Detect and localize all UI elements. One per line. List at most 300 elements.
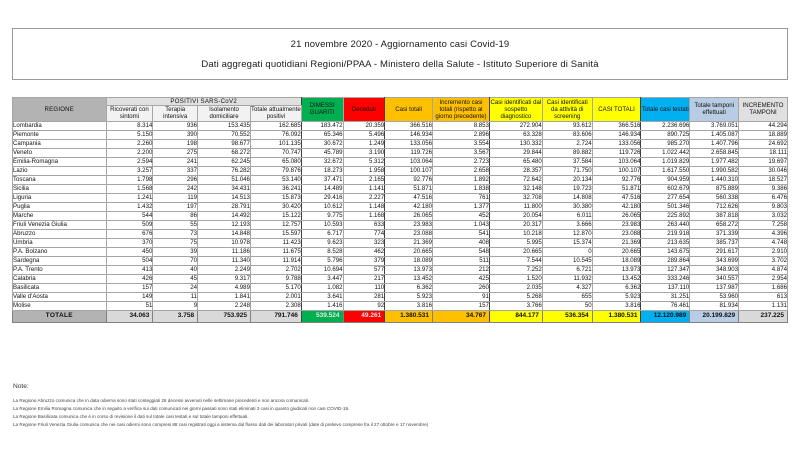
cell-testati: 127.347 <box>641 265 690 274</box>
cell-isolamento: 76.282 <box>198 166 251 175</box>
cell-tot-attualmente: 11.914 <box>250 256 301 265</box>
cell-tamponi: 560.338 <box>690 193 739 202</box>
cell-casi-totali: 26.065 <box>385 211 433 220</box>
region-name-cell: Lombardia <box>13 121 107 130</box>
cell-dimessi: 6.717 <box>301 229 343 238</box>
cell-screening: 11.932 <box>542 274 592 283</box>
table-row <box>13 193 788 202</box>
region-name-cell: Molise <box>13 301 107 310</box>
cell-tamponi: 385.737 <box>690 238 739 247</box>
cell-ricoverati: 450 <box>106 247 153 256</box>
region-name-cell: Calabria <box>13 274 107 283</box>
table-row <box>13 256 788 265</box>
cell-isolamento: 12.193 <box>198 220 251 229</box>
cell-casi-totali-2: 51.871 <box>592 184 641 193</box>
cell-isolamento: 2.248 <box>198 301 251 310</box>
cell-isolamento: 70.552 <box>198 130 251 139</box>
cell-tamponi: 137.987 <box>690 283 739 292</box>
cell-testati: 1.617.550 <box>641 166 690 175</box>
cell-dimessi: 5.796 <box>301 256 343 265</box>
cell-deceduti: 1.148 <box>343 202 385 211</box>
cell-screening: 71.750 <box>542 166 592 175</box>
cell-dimessi: 1.416 <box>301 301 343 310</box>
cell-tamponi: 1.990.582 <box>690 166 739 175</box>
cell-incremento: 1.377 <box>432 202 489 211</box>
cell-tot-attualmente: 30.420 <box>250 202 301 211</box>
cell-isolamento: 14.492 <box>198 211 251 220</box>
cell-casi-totali: 13.973 <box>385 265 433 274</box>
cell-dimessi: 45.789 <box>301 148 343 157</box>
cell-ricoverati: 426 <box>106 274 153 283</box>
cell-incr-tamponi: 3.702 <box>739 256 788 265</box>
cell-casi-totali-2: 23.983 <box>592 220 641 229</box>
cell-casi-totali: 47.516 <box>385 193 433 202</box>
cell-screening: 19.723 <box>542 184 592 193</box>
cell-casi-totali: 5.923 <box>385 292 433 301</box>
cell-testati: 219.918 <box>641 229 690 238</box>
cell-incr-tamponi: 18.527 <box>739 175 788 184</box>
header-deceduti: Deceduti <box>343 98 385 122</box>
cell-dimessi: 18.273 <box>301 166 343 175</box>
cell-deceduti: 5.496 <box>343 130 385 139</box>
cell-screening: 15.374 <box>542 238 592 247</box>
cell-screening: 0 <box>542 247 592 256</box>
header-positivi-group: POSITIVI SARS-CoV2 <box>106 98 301 106</box>
table-row <box>13 184 788 193</box>
cell-casi-totali: 133.056 <box>385 139 433 148</box>
cell-screening: 30.380 <box>542 202 592 211</box>
notes-section <box>13 383 788 429</box>
header-incremento-casi: Incremento casi totali (rispetto al giorno precedente) <box>432 98 489 122</box>
cell-screening: 655 <box>542 292 592 301</box>
cell-diagnostico: 5.995 <box>489 238 542 247</box>
table-row <box>13 274 788 283</box>
cell-terapia: 242 <box>153 184 198 193</box>
cell-deceduti: 217 <box>343 274 385 283</box>
header-isolamento-domiciliare: Isolamento domiciliare <box>198 106 251 121</box>
cell-deceduti: 2.165 <box>343 175 385 184</box>
cell-isolamento: 4.989 <box>198 283 251 292</box>
cell-casi-totali-2: 133.056 <box>592 139 641 148</box>
cell-terapia: 55 <box>153 220 198 229</box>
cell-casi-totali-2: 146.934 <box>592 130 641 139</box>
cell-terapia: 296 <box>153 175 198 184</box>
cell-tamponi: 1.440.310 <box>690 175 739 184</box>
header-totale-tamponi: Totale tamponi effettuati <box>690 98 739 122</box>
cell-isolamento: 11.186 <box>198 247 251 256</box>
cell-tamponi: 658.272 <box>690 220 739 229</box>
cell-casi-totali: 6.362 <box>385 283 433 292</box>
cell-ricoverati: 157 <box>106 283 153 292</box>
cell-diagnostico: 272.904 <box>489 121 542 130</box>
cell-tot-attualmente: 15.873 <box>250 193 301 202</box>
cell-casi-totali-2: 5.923 <box>592 292 641 301</box>
cell-incr-tamponi: 18.889 <box>739 130 788 139</box>
covid-table-container <box>12 97 788 323</box>
cell-casi-totali: 103.064 <box>385 157 433 166</box>
note-line: La Regione Friuli Venezia Giulia comunica che nei casi odierni sono compresi 88 casi registrati oggi a sistema dal flusso dati dei laboratori privati (date di prelievo comprese fra il 27 ottobre e 17 novembre) <box>13 421 429 427</box>
cell-tot-attualmente: 2.308 <box>250 301 301 310</box>
region-name-cell: Friuli Venezia Giulia <box>13 220 107 229</box>
cell-tot-attualmente: 15.597 <box>250 229 301 238</box>
report-title-date: 21 novembre 2020 - Aggiornamento casi Covid-19 <box>290 38 510 50</box>
cell-casi-totali: 51.871 <box>385 184 433 193</box>
cell-screening: 93.612 <box>542 121 592 130</box>
cell-incremento: 1.838 <box>432 184 489 193</box>
cell-tot-attualmente: 53.140 <box>250 175 301 184</box>
cell-incremento: 1.043 <box>432 220 489 229</box>
cell-dimessi: 29.416 <box>301 193 343 202</box>
cell-deceduti: 577 <box>343 265 385 274</box>
cell-incr-tamponi: 4.748 <box>739 238 788 247</box>
cell-casi-totali-2: 92.776 <box>592 175 641 184</box>
cell-diagnostico: 32.708 <box>489 193 542 202</box>
region-name-cell: P.A. Bolzano <box>13 247 107 256</box>
cell-ricoverati: 370 <box>106 238 153 247</box>
cell-ricoverati: 1.241 <box>106 193 153 202</box>
cell-terapia: 119 <box>153 193 198 202</box>
region-name-cell: Liguria <box>13 193 107 202</box>
table-row <box>13 283 788 292</box>
header-dimessi-guariti: DIMESSI GUARITI <box>301 98 343 122</box>
cell-casi-totali: 42.180 <box>385 202 433 211</box>
table-row <box>13 220 788 229</box>
cell-terapia: 197 <box>153 202 198 211</box>
cell-screening: 89.882 <box>542 148 592 157</box>
cell-casi-totali-2: 23.088 <box>592 229 641 238</box>
cell-tamponi: 1.977.482 <box>690 157 739 166</box>
cell-testati: 31.251 <box>641 292 690 301</box>
cell-tot-attualmente: 101.135 <box>250 139 301 148</box>
cell-screening: 2.724 <box>542 139 592 148</box>
cell-tamponi: 53.960 <box>690 292 739 301</box>
cell-testati: 263.440 <box>641 220 690 229</box>
region-name-cell: P.A. Trento <box>13 265 107 274</box>
cell-ricoverati: 504 <box>106 256 153 265</box>
cell-screening: 4.327 <box>542 283 592 292</box>
total-cell-terapia: 3.758 <box>153 310 198 322</box>
cell-terapia: 11 <box>153 292 198 301</box>
cell-diagnostico: 29.844 <box>489 148 542 157</box>
cell-terapia: 75 <box>153 238 198 247</box>
region-name-cell: Valle d'Aosta <box>13 292 107 301</box>
cell-deceduti: 20.359 <box>343 121 385 130</box>
total-row <box>13 310 788 322</box>
cell-screening: 37.584 <box>542 157 592 166</box>
cell-tot-attualmente: 76.092 <box>250 130 301 139</box>
cell-deceduti: 1.141 <box>343 184 385 193</box>
header-regione: REGIONE <box>13 98 107 122</box>
cell-testati: 213.635 <box>641 238 690 247</box>
total-cell-ricoverati: 34.063 <box>106 310 153 322</box>
cell-casi-totali-2: 26.065 <box>592 211 641 220</box>
cell-incremento: 2.658 <box>432 166 489 175</box>
cell-terapia: 936 <box>153 121 198 130</box>
cell-diagnostico: 1.520 <box>489 274 542 283</box>
region-name-cell: Piemonte <box>13 130 107 139</box>
cell-tot-attualmente: 2.001 <box>250 292 301 301</box>
total-cell-screening: 536.354 <box>542 310 592 322</box>
cell-tamponi: 371.339 <box>690 229 739 238</box>
cell-tot-attualmente: 65.080 <box>250 157 301 166</box>
cell-deceduti: 633 <box>343 220 385 229</box>
cell-tamponi: 875.889 <box>690 184 739 193</box>
cell-deceduti: 323 <box>343 238 385 247</box>
cell-casi-totali-2: 20.665 <box>592 247 641 256</box>
cell-diagnostico: 65.480 <box>489 157 542 166</box>
cell-dimessi: 32.672 <box>301 157 343 166</box>
covid-data-table <box>12 97 788 323</box>
cell-incremento: 91 <box>432 292 489 301</box>
cell-dimessi: 37.471 <box>301 175 343 184</box>
table-row <box>13 211 788 220</box>
cell-deceduti: 1.958 <box>343 166 385 175</box>
cell-incr-tamponi: 1.131 <box>739 301 788 310</box>
cell-terapia: 198 <box>153 139 198 148</box>
cell-terapia: 86 <box>153 211 198 220</box>
cell-isolamento: 2.249 <box>198 265 251 274</box>
cell-screening: 10.545 <box>542 256 592 265</box>
cell-deceduti: 1.249 <box>343 139 385 148</box>
cell-casi-totali: 13.452 <box>385 274 433 283</box>
cell-ricoverati: 1.798 <box>106 175 153 184</box>
cell-tot-attualmente: 11.675 <box>250 247 301 256</box>
cell-terapia: 337 <box>153 166 198 175</box>
cell-casi-totali-2: 366.516 <box>592 121 641 130</box>
cell-incremento: 541 <box>432 229 489 238</box>
cell-testati: 225.892 <box>641 211 690 220</box>
cell-incr-tamponi: 30.046 <box>739 166 788 175</box>
table-body <box>13 121 788 310</box>
cell-testati: 137.110 <box>641 283 690 292</box>
cell-deceduti: 92 <box>343 301 385 310</box>
total-cell-deceduti: 49.261 <box>343 310 385 322</box>
table-row <box>13 229 788 238</box>
cell-incr-tamponi: 7.258 <box>739 220 788 229</box>
total-cell-diagnostico: 844.177 <box>489 310 542 322</box>
cell-diagnostico: 7.544 <box>489 256 542 265</box>
table-row <box>13 148 788 157</box>
cell-casi-totali-2: 18.089 <box>592 256 641 265</box>
header-terapia-intensiva: Terapia intensiva <box>153 106 198 121</box>
cell-tamponi: 1.407.796 <box>690 139 739 148</box>
header-totale-attualmente-positivi: Totale attualmente positivi <box>250 106 301 121</box>
cell-deceduti: 774 <box>343 229 385 238</box>
cell-diagnostico: 20.665 <box>489 247 542 256</box>
header-casi-totali-2: CASI TOTALI <box>592 98 641 122</box>
cell-terapia: 73 <box>153 229 198 238</box>
region-name-cell: Toscana <box>13 175 107 184</box>
cell-deceduti: 3.190 <box>343 148 385 157</box>
header-ricoverati-sintomi: Ricoverati con sintomi <box>106 106 153 121</box>
table-row <box>13 130 788 139</box>
table-row <box>13 247 788 256</box>
cell-screening: 12.870 <box>542 229 592 238</box>
cell-incremento: 212 <box>432 265 489 274</box>
cell-terapia: 45 <box>153 274 198 283</box>
cell-ricoverati: 51 <box>106 301 153 310</box>
cell-casi-totali: 23.983 <box>385 220 433 229</box>
cell-isolamento: 28.791 <box>198 202 251 211</box>
cell-ricoverati: 2.260 <box>106 139 153 148</box>
cell-incr-tamponi: 9.386 <box>739 184 788 193</box>
cell-casi-totali: 20.665 <box>385 247 433 256</box>
table-footer <box>13 310 788 322</box>
cell-testati: 904.959 <box>641 175 690 184</box>
region-name-cell: Campania <box>13 139 107 148</box>
cell-terapia: 9 <box>153 301 198 310</box>
cell-ricoverati: 149 <box>106 292 153 301</box>
notes-lines <box>13 397 788 429</box>
total-cell-tamponi: 20.199.829 <box>690 310 739 322</box>
cell-dimessi: 65.346 <box>301 130 343 139</box>
total-label-cell: TOTALE <box>13 310 107 322</box>
region-name-cell: Emilia-Romagna <box>13 157 107 166</box>
cell-casi-totali: 18.089 <box>385 256 433 265</box>
cell-diagnostico: 32.148 <box>489 184 542 193</box>
cell-dimessi: 30.672 <box>301 139 343 148</box>
cell-tot-attualmente: 11.423 <box>250 238 301 247</box>
cell-screening: 3.666 <box>542 220 592 229</box>
cell-casi-totali: 3.816 <box>385 301 433 310</box>
cell-terapia: 390 <box>153 130 198 139</box>
cell-casi-totali-2: 47.516 <box>592 193 641 202</box>
cell-casi-totali: 146.934 <box>385 130 433 139</box>
cell-incr-tamponi: 1.686 <box>739 283 788 292</box>
cell-incr-tamponi: 4.874 <box>739 265 788 274</box>
cell-dimessi: 10.593 <box>301 220 343 229</box>
table-row <box>13 139 788 148</box>
cell-casi-totali-2: 100.107 <box>592 166 641 175</box>
cell-tamponi: 3.769.051 <box>690 121 739 130</box>
cell-incr-tamponi: 44.294 <box>739 121 788 130</box>
cell-diagnostico: 10.218 <box>489 229 542 238</box>
cell-diagnostico: 72.642 <box>489 175 542 184</box>
total-cell-incr-tamponi: 237.225 <box>739 310 788 322</box>
cell-incremento: 408 <box>432 238 489 247</box>
cell-screening: 14.808 <box>542 193 592 202</box>
cell-diagnostico: 7.252 <box>489 265 542 274</box>
header-casi-totali: Casi totali <box>385 98 433 122</box>
cell-casi-totali-2: 42.180 <box>592 202 641 211</box>
cell-tot-attualmente: 5.170 <box>250 283 301 292</box>
table-row <box>13 121 788 130</box>
cell-ricoverati: 5.150 <box>106 130 153 139</box>
cell-incremento: 3.554 <box>432 139 489 148</box>
cell-isolamento: 62.245 <box>198 157 251 166</box>
cell-isolamento: 10.978 <box>198 238 251 247</box>
cell-diagnostico: 3.766 <box>489 301 542 310</box>
cell-diagnostico: 11.800 <box>489 202 542 211</box>
cell-casi-totali: 92.776 <box>385 175 433 184</box>
cell-casi-totali-2: 13.973 <box>592 265 641 274</box>
cell-incr-tamponi: 2.954 <box>739 274 788 283</box>
cell-casi-totali: 366.516 <box>385 121 433 130</box>
cell-incremento: 452 <box>432 211 489 220</box>
cell-ricoverati: 3.257 <box>106 166 153 175</box>
region-name-cell: Puglia <box>13 202 107 211</box>
cell-tamponi: 348.903 <box>690 265 739 274</box>
cell-ricoverati: 676 <box>106 229 153 238</box>
cell-testati: 501.346 <box>641 202 690 211</box>
region-name-cell: Marche <box>13 211 107 220</box>
cell-tot-attualmente: 162.685 <box>250 121 301 130</box>
table-row <box>13 238 788 247</box>
header-casi-sospetto-diagnostico: Casi identificati dal sospetto diagnostico <box>490 98 542 120</box>
cell-incr-tamponi: 6.476 <box>739 193 788 202</box>
cell-deceduti: 5.312 <box>343 157 385 166</box>
cell-testati: 333.246 <box>641 274 690 283</box>
cell-casi-totali: 23.088 <box>385 229 433 238</box>
table-row <box>13 175 788 184</box>
region-name-cell: Sicilia <box>13 184 107 193</box>
cell-incremento: 548 <box>432 247 489 256</box>
cell-testati: 76.461 <box>641 301 690 310</box>
cell-isolamento: 68.272 <box>198 148 251 157</box>
cell-isolamento: 51.046 <box>198 175 251 184</box>
cell-incremento: 761 <box>432 193 489 202</box>
cell-tamponi: 1.405.087 <box>690 130 739 139</box>
cell-dimessi: 8.528 <box>301 247 343 256</box>
report-title-subtitle: Dati aggregati quotidiani Regioni/PPAA - Ministero della Salute - Istituto Superiore di Sanità <box>201 58 599 70</box>
cell-deceduti: 281 <box>343 292 385 301</box>
cell-incremento: 260 <box>432 283 489 292</box>
region-name-cell: Sardegna <box>13 256 107 265</box>
table-row <box>13 301 788 310</box>
cell-casi-totali-2: 6.362 <box>592 283 641 292</box>
header-incremento-tamponi: INCREMENTO TAMPONI <box>739 98 788 122</box>
cell-testati: 277.654 <box>641 193 690 202</box>
cell-incremento: 8.853 <box>432 121 489 130</box>
total-cell-tot-attualmente: 791.746 <box>250 310 301 322</box>
cell-testati: 890.725 <box>641 130 690 139</box>
cell-incr-tamponi: 18.111 <box>739 148 788 157</box>
cell-tot-attualmente: 9.788 <box>250 274 301 283</box>
note-line: La Regione Emilia Romagna comunica che in seguito a verifica sui dati comunicati nei giorni passati sono stati eliminati 3 casi in quanto giudicati non casi COVID-19. <box>13 405 350 411</box>
cell-terapia: 275 <box>153 148 198 157</box>
cell-casi-totali-2: 3.816 <box>592 301 641 310</box>
cell-dimessi: 183.472 <box>301 121 343 130</box>
cell-incremento: 511 <box>432 256 489 265</box>
region-name-cell: Umbria <box>13 238 107 247</box>
cell-incr-tamponi: 3.032 <box>739 211 788 220</box>
cell-ricoverati: 544 <box>106 211 153 220</box>
cell-incremento: 3.567 <box>432 148 489 157</box>
cell-tot-attualmente: 2.702 <box>250 265 301 274</box>
cell-deceduti: 110 <box>343 283 385 292</box>
cell-incr-tamponi: 613 <box>739 292 788 301</box>
cell-casi-totali-2: 103.064 <box>592 157 641 166</box>
table-header <box>13 98 788 122</box>
cell-dimessi: 9.623 <box>301 238 343 247</box>
cell-tot-attualmente: 79.876 <box>250 166 301 175</box>
cell-isolamento: 14.513 <box>198 193 251 202</box>
cell-dimessi: 14.489 <box>301 184 343 193</box>
cell-casi-totali: 100.107 <box>385 166 433 175</box>
region-name-cell: Abruzzo <box>13 229 107 238</box>
cell-screening: 20.134 <box>542 175 592 184</box>
cell-tot-attualmente: 36.241 <box>250 184 301 193</box>
cell-deceduti: 1.168 <box>343 211 385 220</box>
cell-diagnostico: 28.357 <box>489 166 542 175</box>
cell-diagnostico: 5.268 <box>489 292 542 301</box>
cell-terapia: 70 <box>153 256 198 265</box>
cell-casi-totali-2: 21.369 <box>592 238 641 247</box>
cell-tamponi: 81.934 <box>690 301 739 310</box>
cell-testati: 143.675 <box>641 247 690 256</box>
notes-title: Note: <box>13 383 29 390</box>
total-cell-incremento: 34.767 <box>432 310 489 322</box>
